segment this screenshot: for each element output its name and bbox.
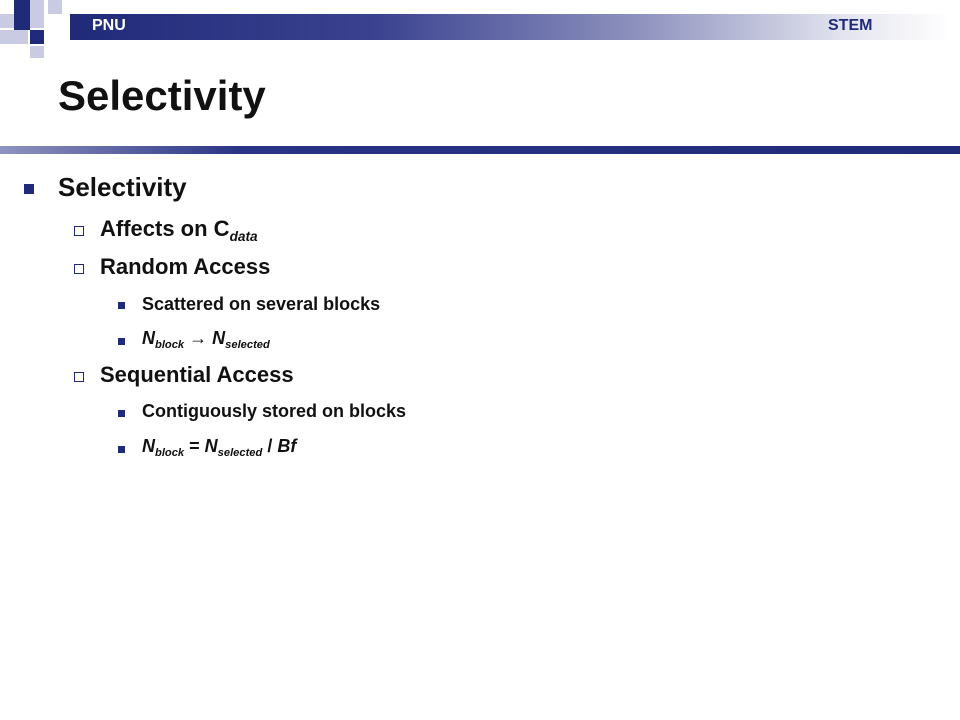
bullet-sequential-access: Sequential Access <box>100 362 294 387</box>
hollow-square-bullet-icon <box>74 226 84 236</box>
equals-sign: = <box>184 436 205 456</box>
square-bullet-icon <box>118 338 125 345</box>
n-symbol: N <box>142 436 155 456</box>
bullet-affects <box>100 216 258 244</box>
bullet-contiguous: Contiguously stored on blocks <box>142 401 407 421</box>
square-bullet-icon <box>24 184 34 194</box>
n-symbol: N <box>204 436 218 456</box>
selected-subscript: selected <box>217 446 263 459</box>
selected-subscript: selected <box>225 338 270 351</box>
n-symbol: N <box>212 328 226 348</box>
n-symbol: N <box>142 328 155 348</box>
bullet-nblock-equation <box>142 436 296 459</box>
bullet-selectivity: Selectivity <box>58 172 187 202</box>
block-subscript: block <box>155 338 185 351</box>
header-right-label: STEM <box>828 17 873 34</box>
hollow-square-bullet-icon <box>74 264 84 274</box>
header-left-label: PNU <box>92 17 126 34</box>
bf-symbol: Bf <box>277 436 297 456</box>
square-bullet-icon <box>118 410 125 417</box>
square-bullet-icon <box>118 446 125 453</box>
bullet-scattered: Scattered on several blocks <box>142 294 381 314</box>
block-subscript: block <box>155 446 185 459</box>
division-sign: / <box>262 436 278 456</box>
hollow-square-bullet-icon <box>74 372 84 382</box>
slide-title: Selectivity <box>58 72 266 119</box>
bullet-random-access: Random Access <box>100 254 271 279</box>
bullet-nblock-arrow <box>142 328 270 351</box>
affects-subscript: data <box>229 228 258 244</box>
square-bullet-icon <box>118 302 125 309</box>
arrow-right-icon: → <box>189 328 208 348</box>
affects-text: Affects on C <box>100 216 230 241</box>
